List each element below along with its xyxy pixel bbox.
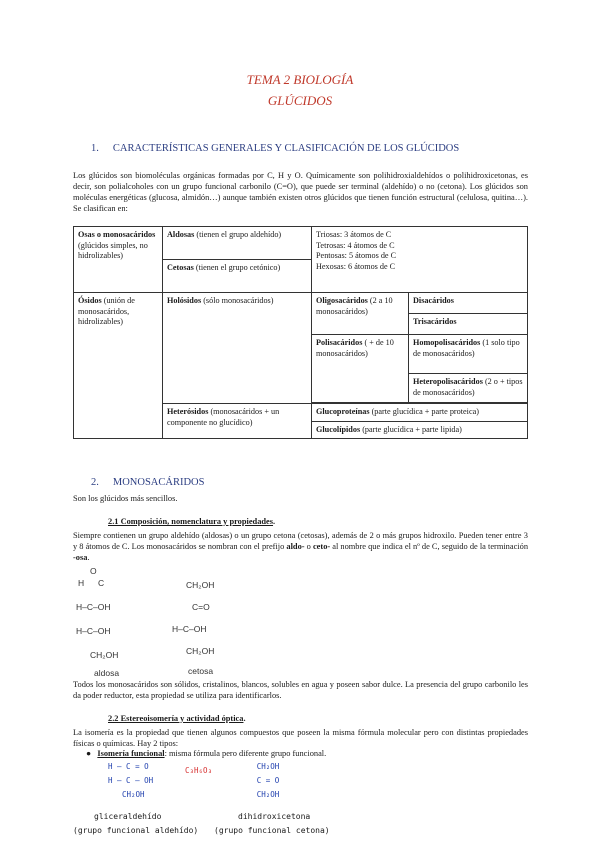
cell-glucoproteinas: Glucoproteínas (parte glucídica + parte proteica): [312, 404, 528, 422]
section2-p1: Siempre contienen un grupo aldehído (aldosas) o un grupo cetona (cetosas), además de 2 o más grupos hidroxilo. Pueden tener entre 3 y 8 átomos de C. Los monosacáridos se nombran con el prefijo aldo- o ceto- al nombre que indica el nº de C, seguido de la terminación -osa.: [73, 531, 529, 562]
gliceraldehido-note: (grupo funcional aldehído): [73, 826, 199, 835]
gliceraldehido-label: gliceraldehído: [94, 812, 162, 821]
dihidroxicetona-label: dihidroxicetona: [238, 812, 311, 821]
bullet-isomeria: ● Isomería funcional: misma fórmula pero diferente grupo funcional.: [86, 749, 327, 758]
section2-p3: La isomería es la propiedad que tienen algunos compuestos que poseen la misma fórmula molecular pero con distintas propiedades físicas o químicas. Hay 2 tipos:: [73, 728, 528, 748]
trisacaridos: Trisacáridos: [413, 317, 457, 326]
cell-aldosas: Aldosas (tienen el grupo aldehído): [163, 227, 312, 260]
aldosa-label: aldosa: [94, 668, 120, 678]
cell-glucolipidos: Glucolípidos (parte glucídica + parte lipida): [312, 421, 528, 439]
aldosa-structure: O H C H–C–OH H–C–OH CH₂OH aldosa: [76, 566, 120, 678]
cetosa-structure: CH₂OH C=O H–C–OH CH₂OH cetosa: [172, 580, 215, 676]
homopolisacaridos: Homopolisacáridos: [413, 338, 481, 347]
cell-polisacaridos: Polisacáridos ( + de 10 monosacáridos): [312, 335, 409, 403]
gliceraldehido-structure: H – C = O H – C – OH CH₂OH: [108, 762, 154, 799]
cell-poli-types: Homopolisacáridos (1 solo tipo de monosacáridos) Heteropolisacáridos (2 o + tipos de monosacáridos): [409, 335, 528, 403]
molecular-formula: C₃H₆O₃: [185, 766, 213, 775]
cetosa-label: cetosa: [188, 666, 214, 676]
section2-heading: 2. MONOSACÁRIDOS: [91, 477, 205, 488]
subsection-2-1: 2.1 Composición, nomenclatura y propiedades.: [108, 517, 276, 526]
disacaridos: Disacáridos: [413, 296, 454, 305]
page-subtitle: GLÚCIDOS: [267, 93, 333, 108]
section2-intro: Son los glúcidos más sencillos.: [73, 494, 178, 503]
cell-osidos: Ósidos (unión de monosacáridos, hidrolizables): [74, 293, 163, 439]
cell-oligosacaridos: Oligosacáridos (2 a 10 monosacáridos): [312, 293, 409, 335]
section2-p2: Todos los monosacáridos son sólidos, cristalinos, blancos, solubles en agua y poseen sabor dulce. La presencia del grupo carbonilo les da poder reductor, esta propiedad se utiliza para identificarlos.: [73, 680, 528, 700]
cell-cetosas: Cetosas (tienen el grupo cetónico): [163, 260, 312, 293]
cell-osas: Osas o monosacáridos (glúcidos simples, no hidrolizables): [74, 227, 163, 293]
dihidroxicetona-note: (grupo funcional cetona): [214, 826, 330, 835]
cell-atoms: Triosas: 3 átomos de C Tetrosas: 4 átomos de C Pentosas: 5 átomos de C Hexosas: 6 átomos de C: [312, 227, 528, 293]
dihidroxicetona-structure: CH₂OH C = O CH₂OH: [256, 762, 280, 799]
subsection-2-2: 2.2 Estereoisomería y actividad óptica.: [108, 714, 246, 723]
cell-oligo-types: [409, 293, 528, 335]
classification-table: [73, 226, 528, 439]
cell-heterosidos: Heterósidos (monosacáridos + un componente no glucídico): [163, 404, 312, 439]
page-title: TEMA 2 BIOLOGÍA: [246, 72, 354, 87]
section1-intro: Los glúcidos son biomoléculas orgánicas formadas por C, H y O. Químicamente son polihidroxialdehídos o polihidroxicetonas, es decir, son polialcoholes con un grupo funcional carbonilo (C=O), que puede ser terminal (aldehído) o no (cetona). Los glúcidos son moléculas energéticas (glucosa, almidón…) aunque también existen otros glúcidos que tienen función estructural (celulosa, quitina…). Se clasifican en:: [73, 171, 528, 213]
cell-holosidos: Holósidos (sólo monosacáridos): [163, 293, 312, 404]
heteropolisacaridos: Heteropolisacáridos: [413, 377, 483, 386]
section1-heading: 1. CARACTERÍSTICAS GENERALES Y CLASIFICACIÓN DE LOS GLÚCIDOS: [91, 143, 460, 154]
